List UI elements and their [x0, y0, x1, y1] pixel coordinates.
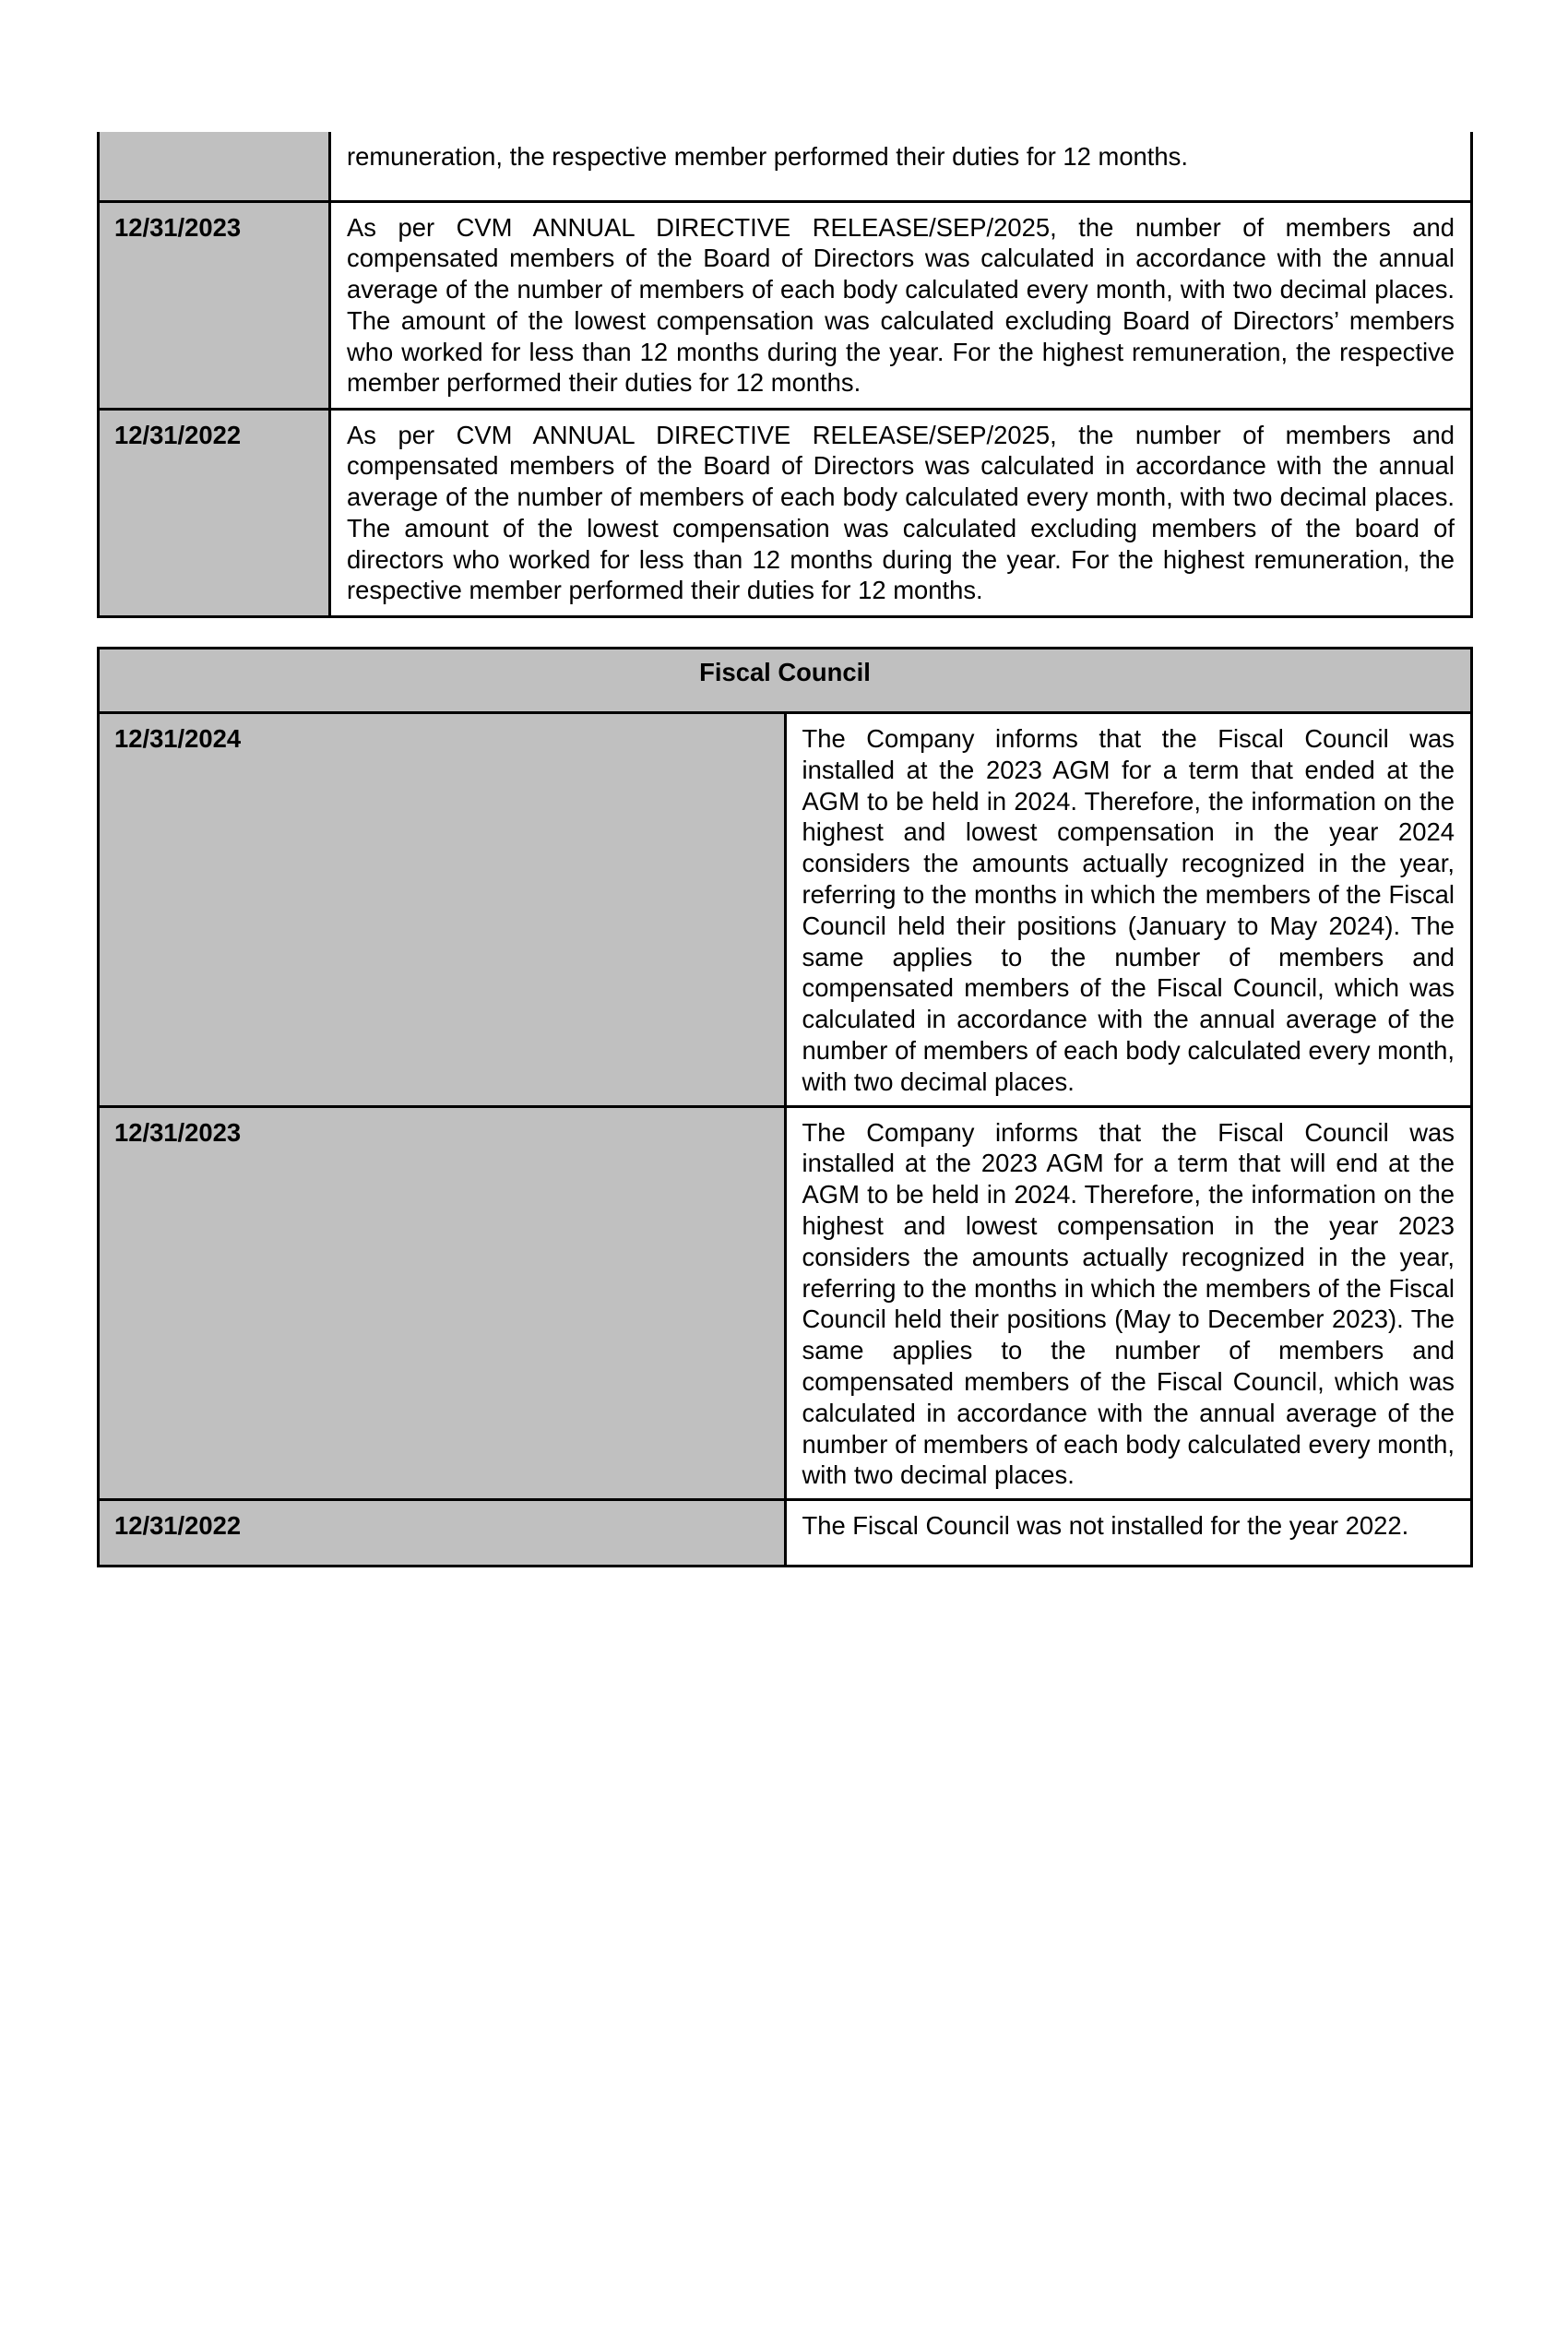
- fiscal-council-table: [97, 647, 1473, 1567]
- board-of-directors-table: [97, 132, 1473, 618]
- table-row: [99, 1106, 1472, 1500]
- description-cell: The Fiscal Council was not installed for the year 2022.: [785, 1500, 1472, 1567]
- description-cell: The Company informs that the Fiscal Council was installed at the 2023 AGM for a term that will end at the AGM to be held in 2024. Therefore, the information on the highest and lowest compensation in the year 2023 considers the amounts actually recognized in the year, referring to the months in which the members of the Fiscal Council held their positions (May to December 2023). The same applies to the number of members and compensated members of the Fiscal Council, which was calculated in accordance with the annual average of the number of members of each body calculated every month, with two decimal places.: [785, 1106, 1472, 1500]
- date-cell: 12/31/2023: [99, 1106, 786, 1500]
- table-row: [99, 201, 1472, 409]
- date-cell: [99, 132, 330, 201]
- description-cell: As per CVM ANNUAL DIRECTIVE RELEASE/SEP/2025, the number of members and compensated members of the Board of Directors was calculated in accordance with the annual average of the number of members of each body calculated every month, with two decimal places. The amount of the lowest compensation was calculated excluding members of the board of directors who worked for less than 12 months during the year. For the highest remuneration, the respective member performed their duties for 12 months.: [330, 409, 1472, 616]
- date-cell: 12/31/2023: [99, 201, 330, 409]
- table-row: [99, 713, 1472, 1107]
- table-row: [99, 132, 1472, 201]
- date-cell: 12/31/2024: [99, 713, 786, 1107]
- fiscal-council-heading: Fiscal Council: [99, 649, 1472, 713]
- table-header-row: [99, 649, 1472, 713]
- description-cell: The Company informs that the Fiscal Council was installed at the 2023 AGM for a term that ended at the AGM to be held in 2024. Therefore, the information on the highest and lowest compensation in the year 2024 considers the amounts actually recognized in the year, referring to the months in which the members of the Fiscal Council held their positions (January to May 2024). The same applies to the number of members and compensated members of the Fiscal Council, which was calculated in accordance with the annual average of the number of members of each body calculated every month, with two decimal places.: [785, 713, 1472, 1107]
- table-row: [99, 1500, 1472, 1567]
- date-cell: 12/31/2022: [99, 1500, 786, 1567]
- description-cell: As per CVM ANNUAL DIRECTIVE RELEASE/SEP/2025, the number of members and compensated members of the Board of Directors was calculated in accordance with the annual average of the number of members of each body calculated every month, with two decimal places. The amount of the lowest compensation was calculated excluding Board of Directors’ members who worked for less than 12 months during the year. For the highest remuneration, the respective member performed their duties for 12 months.: [330, 201, 1472, 409]
- date-cell: 12/31/2022: [99, 409, 330, 616]
- table-row: [99, 409, 1472, 616]
- description-cell: remuneration, the respective member performed their duties for 12 months.: [330, 132, 1472, 201]
